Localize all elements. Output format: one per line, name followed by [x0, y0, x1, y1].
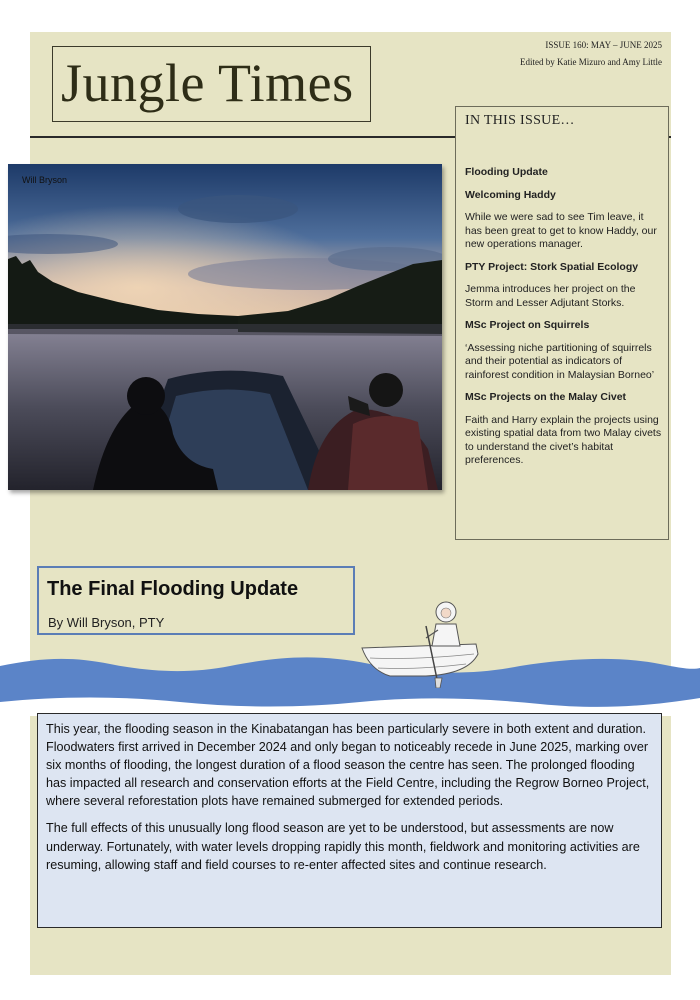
toc-item-title: Flooding Update — [465, 166, 548, 178]
article-paragraph: The full effects of this unusually long flood season are yet to be understood, but assessments are now underway. Fortunately, with water levels dropping rapidly this month, fieldwork and monitoring activities are resuming, allowing staff and field courses to re-enter affected sites and continue research. — [46, 821, 640, 872]
article-paragraph: This year, the flooding season in the Kinabatangan has been particularly severe in both extent and duration. Floodwaters first arrived in December 2024 and only began to noticeably recede in June 2025, marking over six months of flooding, the longest duration of a flood season the centre has seen. The prolonged flooding has impacted all research and conservation efforts at the Field Centre, including the Regrow Borneo Project, where several reforestation plots have remained submerged for extended periods. — [46, 722, 650, 809]
article-byline: By Will Bryson, PTY — [48, 615, 165, 630]
editors-credit: Edited by Katie Mizuro and Amy Little — [520, 57, 662, 67]
toc-item-description: Faith and Harry explain the projects using existing spatial data from two Malay civets to understand the civet’s habitat preferences. — [465, 413, 662, 466]
toc-item-title: Welcoming Haddy — [465, 188, 556, 201]
river-sunset-image — [8, 164, 442, 490]
toc-item-title: MSc Projects on the Malay Civet — [465, 391, 627, 403]
water-wave-banner — [0, 650, 700, 716]
table-of-contents — [455, 106, 669, 540]
photo-credit: Will Bryson — [22, 175, 68, 185]
toc-item-title: MSc Project on Squirrels — [465, 319, 590, 331]
toc-item-description: Jemma introduces her project on the Storm and Lesser Adjutant Storks. — [465, 283, 636, 309]
toc-heading: IN THIS ISSUE… — [465, 113, 575, 128]
article-body — [37, 713, 662, 928]
article-text — [46, 720, 654, 883]
issue-number: ISSUE 160: MAY – JUNE 2025 — [545, 40, 662, 50]
article-title: The Final Flooding Update — [47, 578, 299, 600]
masthead-title: Jungle Times — [61, 53, 354, 113]
toc-item-description: While we were sad to see Tim leave, it has been great to get to know Haddy, our new operations manager. — [465, 211, 657, 250]
toc-item-title: PTY Project: Stork Spatial Ecology — [465, 260, 639, 273]
toc-list — [465, 166, 663, 477]
rower-in-boat-illustration — [356, 598, 486, 688]
article-header — [37, 566, 355, 635]
toc-item-description: ‘Assessing niche partitioning of squirrels and their potential as indicators of rainforest condition in Malaysian Borneo’ — [465, 341, 655, 381]
cover-photo — [8, 164, 442, 490]
masthead — [52, 46, 371, 122]
